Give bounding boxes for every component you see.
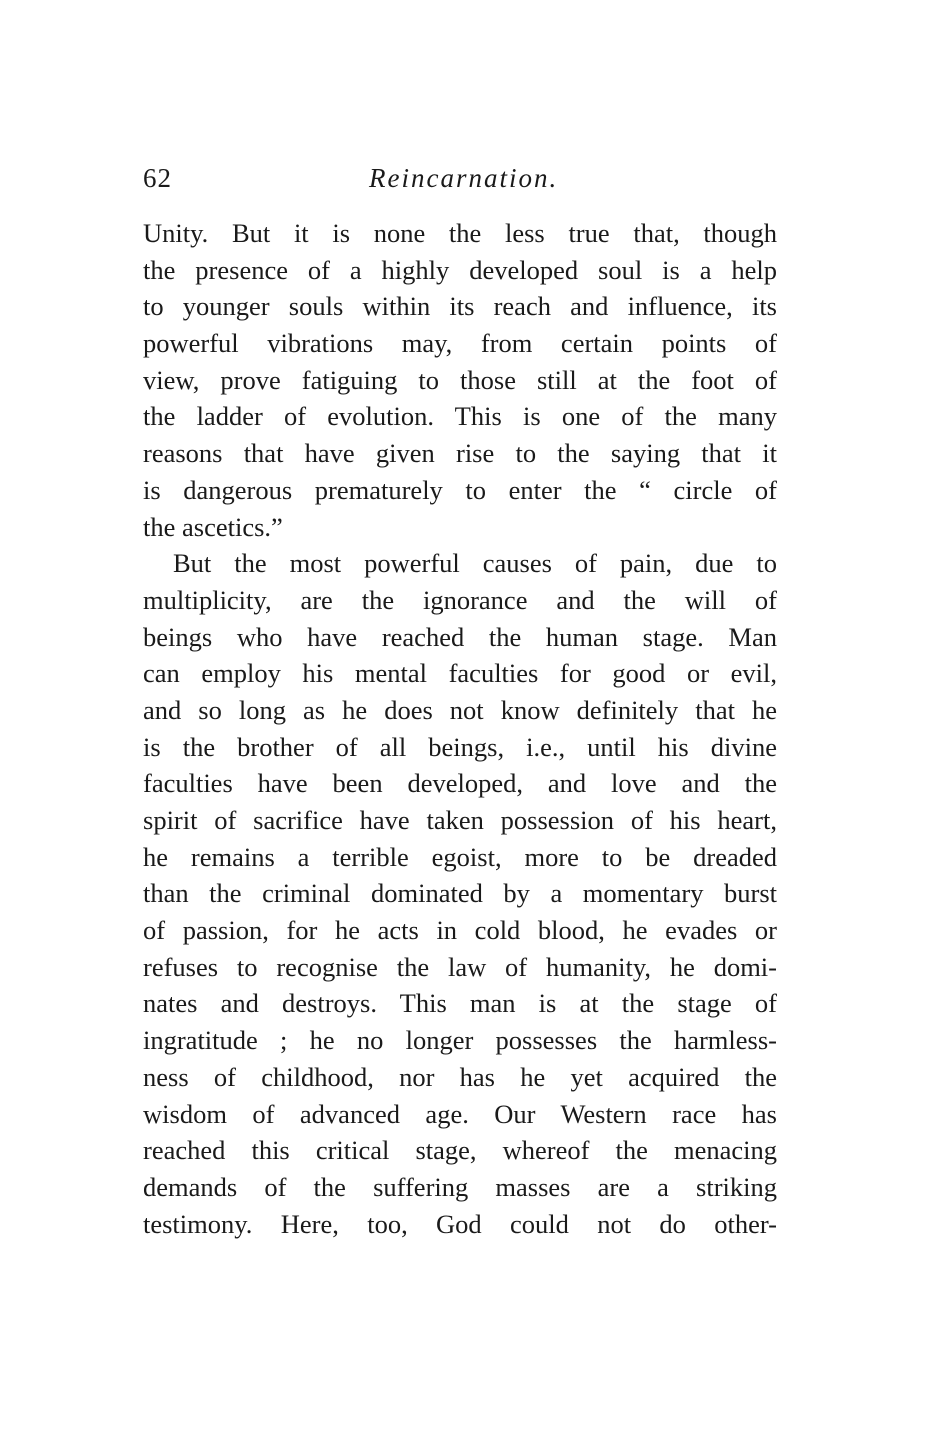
page-number: 62 [143, 163, 172, 193]
text-line: reasons that have given rise to the saying that it [143, 438, 777, 469]
text-line: view, prove fatiguing to those still at the foot of [143, 364, 777, 395]
text-line: the ladder of evolution. This is one of the many [143, 401, 777, 432]
text-line: beings who have reached the human stage. Man [143, 621, 777, 652]
running-title: Reincarnation. [369, 163, 559, 193]
body-text [143, 215, 777, 1242]
text-line: wisdom of advanced age. Our Western race has [143, 1098, 777, 1129]
text-line: multiplicity, are the ignorance and the will of [143, 584, 777, 615]
text-line: of passion, for he acts in cold blood, he evades or [143, 915, 777, 946]
text-line: can employ his mental faculties for good or evil, [143, 658, 777, 689]
text-line: than the criminal dominated by a momentary burst [143, 878, 777, 909]
text-line: But the most powerful causes of pain, due to [173, 548, 777, 579]
text-line: ness of childhood, nor has he yet acquired the [143, 1061, 777, 1092]
text-line: the presence of a highly developed soul is a help [143, 254, 777, 285]
text-line: and so long as he does not know definitely that he [143, 694, 777, 725]
text-line: nates and destroys. This man is at the stage of [143, 988, 777, 1019]
text-line: powerful vibrations may, from certain points of [143, 328, 777, 359]
text-line: faculties have been developed, and love and the [143, 768, 777, 799]
text-line: spirit of sacrifice have taken possession of his heart, [143, 805, 777, 835]
text-line: is the brother of all beings, i.e., until his divine [143, 731, 777, 762]
text-line: refuses to recognise the law of humanity, he domi- [143, 951, 777, 982]
text-line: Unity. But it is none the less true that, though [143, 218, 777, 248]
text-line: to younger souls within its reach and influence, its [143, 291, 777, 322]
text-line: demands of the suffering masses are a striking [143, 1171, 777, 1202]
running-head [143, 158, 777, 198]
text-line: is dangerous prematurely to enter the “ circle of [143, 474, 777, 505]
text-line: ingratitude ; he no longer possesses the harmless- [143, 1025, 777, 1056]
text-line: the ascetics.” [143, 511, 283, 542]
text-line: he remains a terrible egoist, more to be dreaded [143, 841, 777, 872]
text-line: testimony. Here, too, God could not do other- [143, 1208, 777, 1239]
paragraph-1 [143, 215, 777, 545]
paragraph-2 [143, 545, 777, 1242]
text-line: reached this critical stage, whereof the menacing [143, 1135, 777, 1166]
